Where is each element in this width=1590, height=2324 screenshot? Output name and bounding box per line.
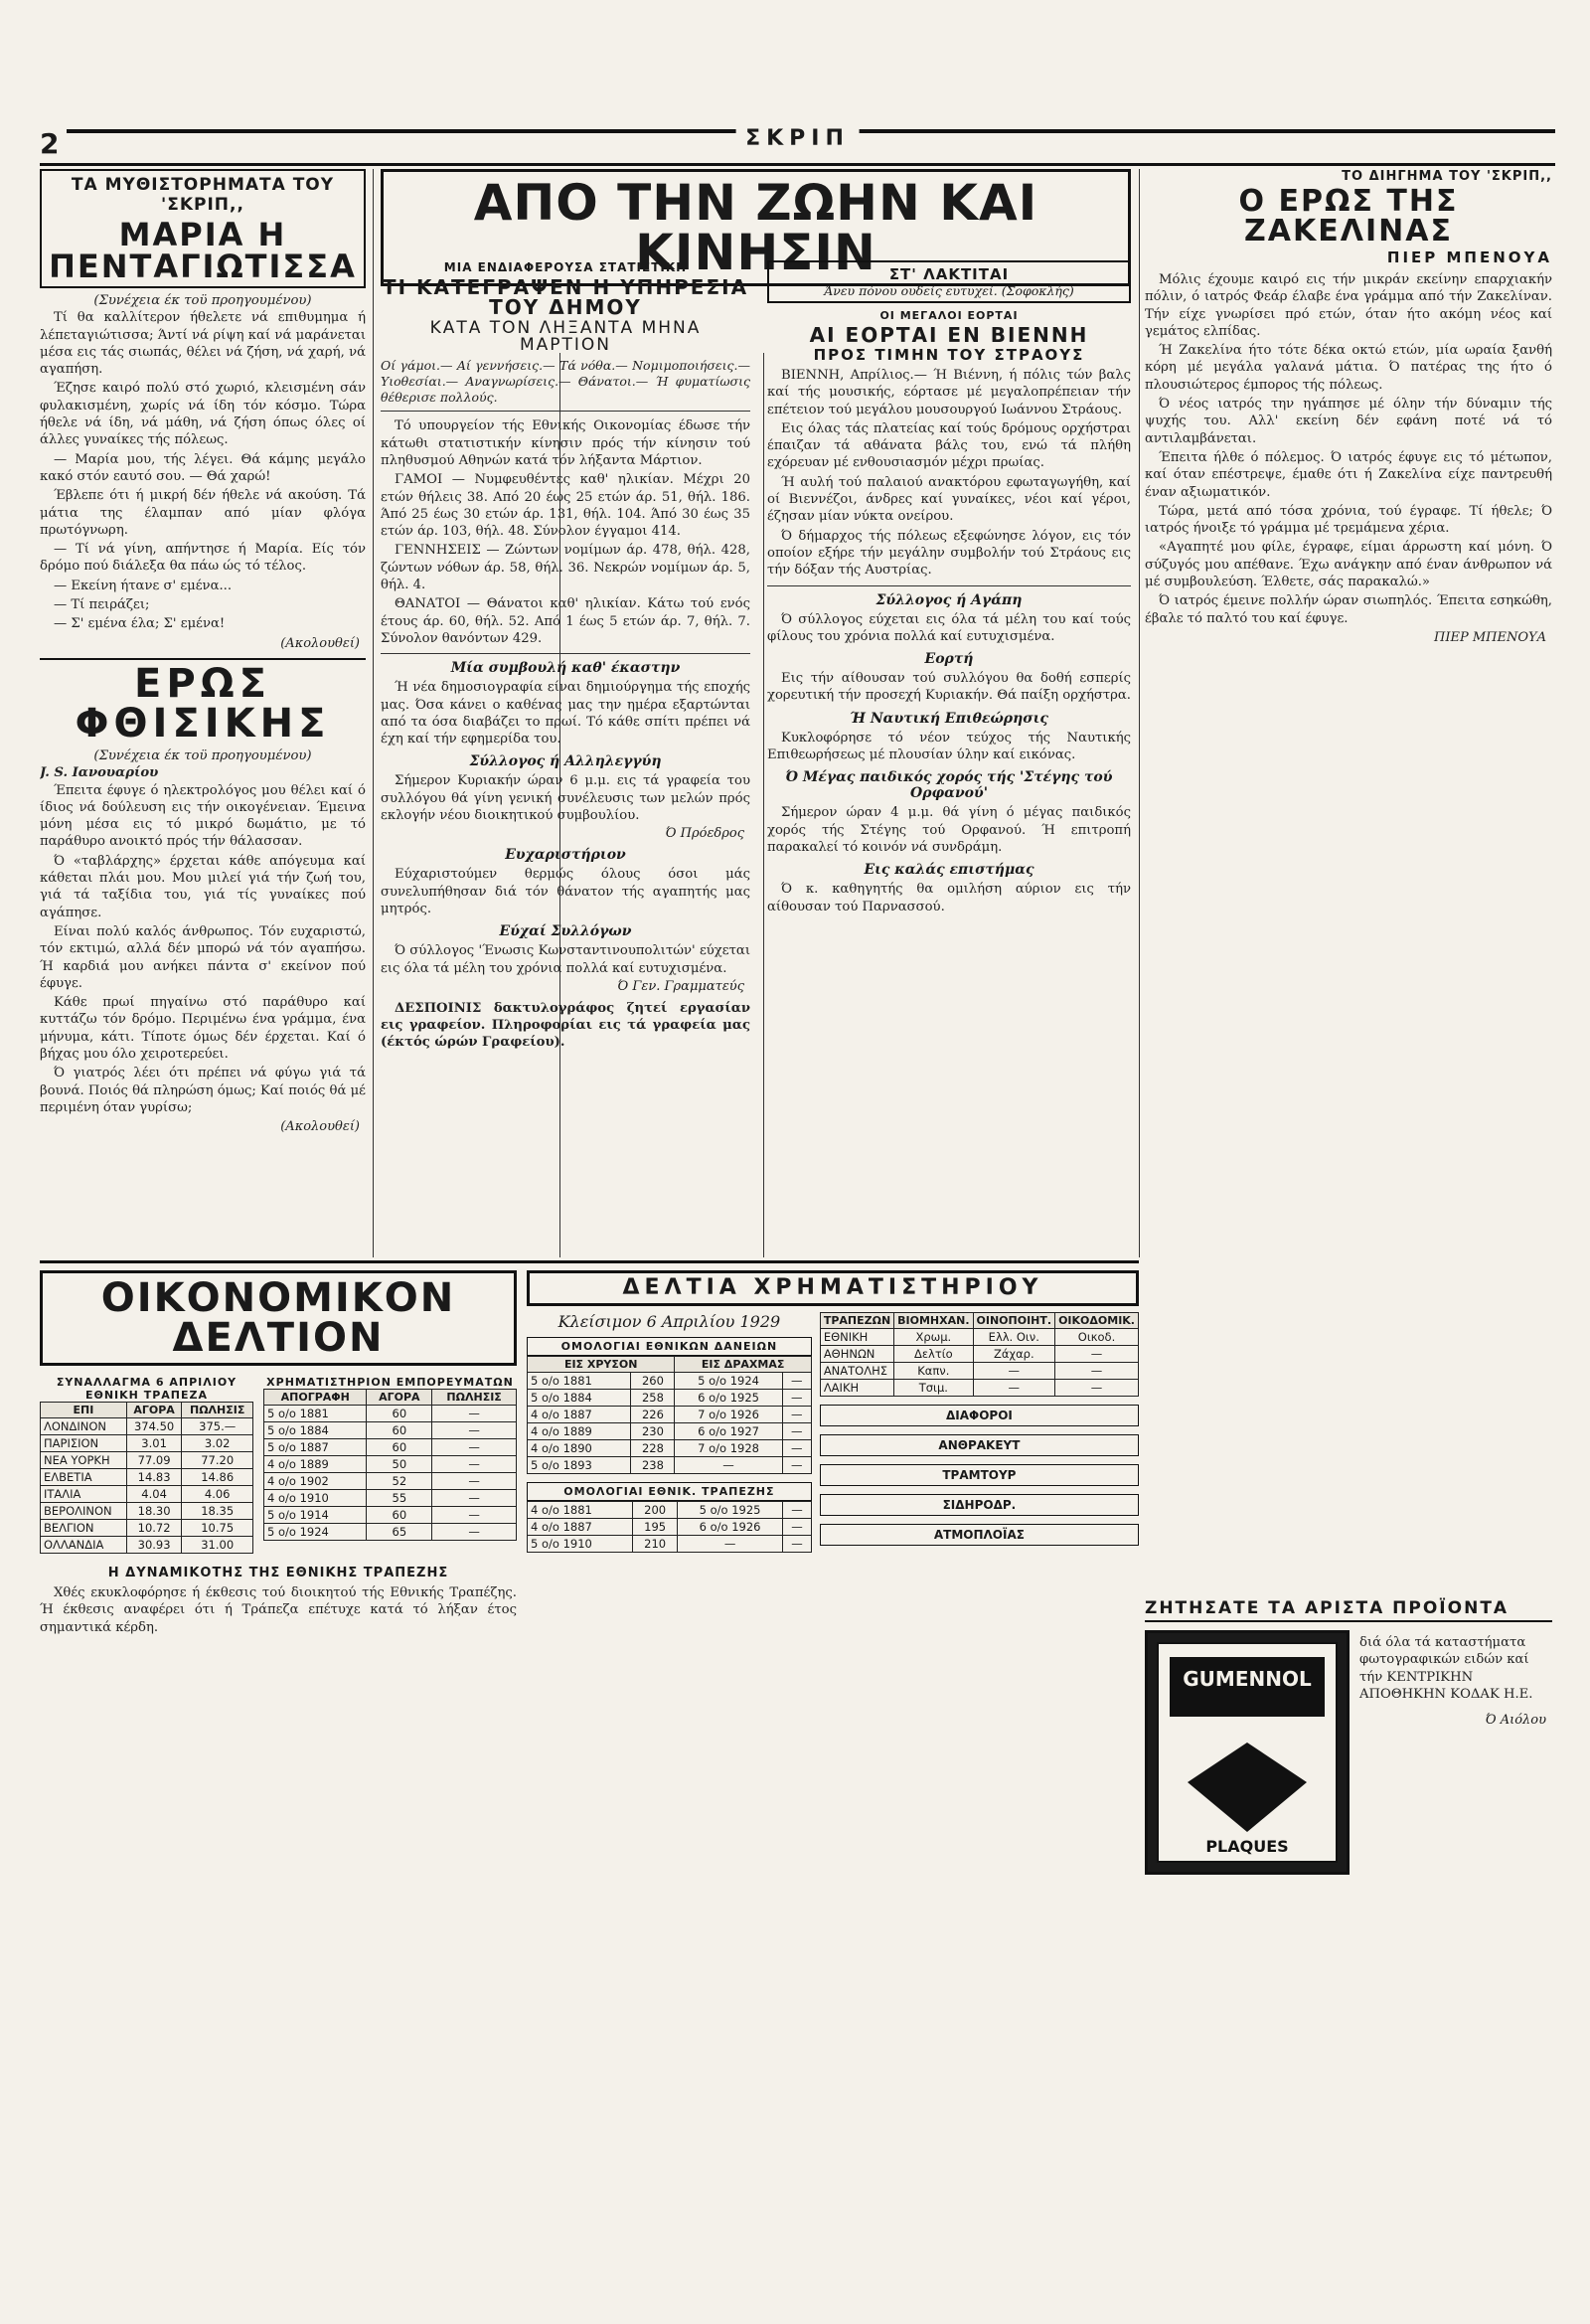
table-cell: 5 ο/ο 1924 [264,1524,367,1541]
feast-paragraph: Εις τήν αίθουσαν τού συλλόγου θα δοθή εσπερίς χορευτική τήν προσεχή Κυριακήν. Θά παίξη ορχήστρα. [767,671,1131,704]
ad-headline: ΖΗΤΗΣΑΤΕ ΤΑ ΑΡΙΣΤΑ ΠΡΟΪΟΝΤΑ [1145,1600,1552,1622]
table-cell: 14.86 [182,1469,253,1486]
table-cell: 55 [367,1490,432,1507]
bonds-table [263,1389,517,1541]
table-cell: 50 [367,1456,432,1473]
short-story-title: Ο ΕΡΩΣ ΤΗΣ ΖΑΚΕΛΙΝΑΣ [1238,184,1459,249]
table-cell: 60 [367,1507,432,1524]
novel-paragraph: — Μαρία μου, τής λέγει. Θά κάμης μεγάλο κακό στόν εαυτό σου. — Θά χαρώ! [40,451,366,484]
table-cell: 3.01 [126,1435,182,1452]
stats-paragraph: ΓΕΝΝΗΣΕΙΣ — Ζώντων νομίμων άρ. 478, θήλ. 428, ζώντων νόθων άρ. 58, θήλ. 36. Νεκρών νομίμων άρ. 5, θήλ. 4. [381,543,750,593]
table-cell: ΠΑΡΙΣΙΟΝ [41,1435,127,1452]
table-cell: — [783,1519,812,1536]
table-cell: ΙΤΑΛΙΑ [41,1486,127,1503]
table-row [41,1435,253,1452]
table-cell: 4 ο/ο 1890 [528,1440,631,1457]
table-cell: 4 ο/ο 1889 [264,1456,367,1473]
story-author: J. S. Ιανουαρίου [40,765,159,781]
short-story-sign: ΠΙΕΡ ΜΠΕΝΟΥΑ [1434,629,1546,645]
table-cell: 374.50 [126,1418,182,1435]
novel-continuation: (Συνέχεια έκ τοϋ προηγουμένου) [93,293,312,308]
table-cell: 30.93 [126,1537,182,1554]
bonds-box [263,1376,517,1554]
table-cell: 5 ο/ο 1881 [264,1406,367,1422]
naval-head: Ή Ναυτική Επιθεώρησις [850,710,1048,727]
life-banner: ΑΠΟ ΤΗΝ ΖΩΗΝ ΚΑΙ ΚΙΝΗΣΙΝ [473,174,1038,281]
table-cell: 10.75 [182,1520,253,1537]
ad-text: διά όλα τά καταστήματα φωτογραφικών ειδών καί τήν ΚΕΝΤΡΙΚΗΝ ΑΠΟΘΗΚΗΝ ΚΟΔΑΚ Η.Ε. [1359,1635,1533,1702]
table-cell: 195 [633,1519,678,1536]
vienna-subhead: ΠΡΟΣ ΤΙΜΗΝ ΤΟΥ ΣΤΡΑΟΥΣ [813,346,1085,364]
society-paragraph: Σήμερον Κυριακήν ώραν 6 μ.μ. εις τά γραφεία του συλλόγου θά γίνη γενική συνέλευσις των μελών πρός εκλογήν νέου διοικητικού συμβουλίου. [381,773,750,824]
table-cell: Χρωμ. [894,1329,973,1346]
table-cell: — [432,1524,517,1541]
thanks-paragraph: Εύχαριστούμεν θερμώς όλους όσοι μάς συνελυπήθησαν διά τόν θάνατον τής αγαπητής μας μητρός. [381,867,750,916]
stats-paragraph: ΘΑΝΑΤΟΙ — Θάνατοι καθ' ηλικίαν. Κάτω τού ενός έτους άρ. 60, θήλ. 52. Από 1 έως 5 ετών άρ. 7, θήλ. 7. Σύνολον θανόντων 429. [381,596,750,646]
table-cell: — [432,1490,517,1507]
advice-text [381,679,750,747]
exchange-box [40,1376,253,1554]
table-cell: — [432,1439,517,1456]
table-cell: 230 [631,1423,675,1440]
stats-head: ΤΙ ΚΑΤΕΓΡΑΨΕΝ Η ΥΠΗΡΕΣΙΑ ΤΟΥ ΔΗΜΟΥ [382,275,749,319]
share-category-label: ΑΝΘΡΑΚΕΥΤ [820,1434,1139,1456]
wishes-paragraph: Ό σύλλογος 'Ένωσις Κωνσταντινουπολιτών' εύχεται εις όλα τά μέλη του χρόνια πολλά καί ευτυχισμένα. [381,943,750,976]
table-cell: — [973,1363,1055,1380]
table-row [41,1418,253,1435]
ad-body [1145,1630,1552,1875]
table-row [528,1502,812,1519]
exchange-table [40,1402,253,1554]
advice-paragraph: Ή νέα δημοσιογραφία είναι δημιούργημα τής εποχής μας. Όσα κάνει ο καθένας μας την ημέρα εξαρτώνται από τα όσα διαβάζει το πρωί. Τό κάθε σπίτι πρέπει νά έχη καί τήν εφημερίδα του. [381,680,750,747]
table-header-cell: ΟΙΝΟΠΟΙΗΤ. [973,1313,1055,1329]
feast-head: Εορτή [924,651,974,668]
table-cell: 77.20 [182,1452,253,1469]
table-cell: ΝΕΑ ΥΟΡΚΗ [41,1452,127,1469]
story-paragraph: Έπειτα έφυγε ό ηλεκτρολόγος μου θέλει καί ό ίδιος νά δούλευση εις τήν οικογένειαν. Έμεινα μόνη μέσα εις τό μικρό δωμάτιο, με τό παράθυρο ανοικτό πρός τήν θάλασσαν. [40,782,366,850]
table-header-cell: ΑΓΟΡΑ [126,1403,182,1418]
short-story-paragraph: Μόλις έχουμε καιρό εις τήν μικράν εκείνην επαρχιακήν πόλιν, ό ιατρός Φεάρ έλαβε ένα γράμμα από τήν Ζακελίναν. Τήν είχε γνωρίσει πρό ετών, όταν ήτο ακόμη νέος καί γεμάτος ελπίδας. [1145,272,1552,339]
vienna-paragraph: Ή αυλή τού παλαιού ανακτόρου εφωταγωγήθη, καί οί Βιεννέζοι, άνδρες καί γυναίκες, νέοι καί γέροι, έζησαν μίαν νύκτα ονείρου. [767,474,1131,525]
agape-paragraph: Ό σύλλογος εύχεται εις όλα τά μέλη του καί τούς φίλους του χρόνια πολλά καί ευτυχισμένα. [767,611,1131,644]
gold-header: ΕΙΣ ΧΡΥΣΟΝ [528,1357,675,1373]
bank-note-paragraph: Χθές εκυκλοφόρησε ή έκθεσις τού διοικητού τής Εθνικής Τραπέζης. Ή έκθεσις αναφέρει ότι ή Τράπεζα επέτυχε κατά τό λήξαν έτος σημαντικά κέρδη. [40,1585,517,1635]
page-number: 2 [40,127,67,160]
naval-text [767,730,1131,764]
table-cell: 10.72 [126,1520,182,1537]
agape-head: Σύλλογος ή Αγάπη [875,591,1023,608]
story-text [40,747,366,1136]
table-row [528,1440,812,1457]
table-row [264,1490,517,1507]
table-cell: — [1055,1380,1139,1397]
stock-banner: ΔΕΛΤΙΑ ΧΡΗΜΑΤΙΣΤΗΡΙΟΥ [622,1275,1043,1300]
table-row [528,1457,812,1474]
table-header-cell: ΒΙΟΜΗΧΑΝ. [894,1313,973,1329]
table-cell: — [432,1456,517,1473]
sciences-head: Εις καλάς επιστήμας [864,862,1034,879]
table-row [264,1473,517,1490]
short-story-paragraph: «Αγαπητέ μου φίλε, έγραφε, είμαι άρρωστη καί μόνη. Ό σύζυγός μου απέθανε. Έχω ανάγκην από έναν άνθρωπον νά μέ συμβουλεύση. Έλθετε, σάς παρακαλώ.» [1145,540,1552,590]
ad-sign: Ό Αιόλου [1485,1713,1546,1729]
novel-closing: (Ακολουθεί) [280,635,360,651]
table-header-cell: ΕΠΙ [41,1403,127,1418]
short-story-text [1145,271,1552,646]
table-cell: 4 ο/ο 1887 [528,1407,631,1423]
orphan-dance-text [767,804,1131,856]
table-cell: 5 ο/ο 1910 [528,1536,633,1553]
table-row [820,1346,1138,1363]
stats-paragraph: ΓΑΜΟΙ — Νυμφευθέντες καθ' ηλικίαν. Μέχρι 20 ετών θήλεις 38. Από 20 έως 25 ετών άρ. 51, θήλ. 186. Άπό 25 έως 30 ετών άρ. 131, θήλ. 104. Άπό 30 έως 35 ετών άρ. 103, θήλ. 48. Σύνολον έγγαμοι 414. [381,472,750,540]
column-rule [763,353,764,1257]
quote-box-text: Άνευ πόνου ουδείς ευτυχεί. (Σοφοκλής) [824,283,1074,298]
table-cell: ΑΝΑΤΟΛΗΣ [820,1363,893,1380]
novel-kicker: ΤΑ ΜΥΘΙΣΤΟΡΗΜΑΤΑ ΤΟΥ 'ΣΚΡΙΠ,, [71,175,335,215]
table-cell: 5 ο/ο 1881 [528,1373,631,1390]
table-row [528,1390,812,1407]
table-row [820,1380,1138,1397]
orphan-dance-paragraph: Σήμερον ώραν 4 μ.μ. θά γίνη ό μέγας παιδικός χορός τής Στέγης τού Ορφανού. Ή επιτροπή παρακαλεί τό κοινόν νά συνδράμη. [767,805,1131,855]
table-cell: 4 ο/ο 1889 [528,1423,631,1440]
table-cell: 238 [631,1457,675,1474]
table-cell: ΟΛΛΑΝΔΙΑ [41,1537,127,1554]
society-head: Σύλλογος ή Αλληλεγγύη [469,753,662,770]
short-story-kicker: ΤΟ ΔΙΗΓΗΜΑ ΤΟΥ 'ΣΚΡΙΠ,, [1342,169,1552,184]
table-cell: 65 [367,1524,432,1541]
table-cell: 18.35 [182,1503,253,1520]
classified-notice [381,1000,750,1052]
drachma-header: ΕΙΣ ΔΡΑΧΜΑΣ [675,1357,811,1373]
table-cell: — [1055,1346,1139,1363]
wishes-head: Εύχαί Συλλόγων [499,923,632,940]
table-cell: 4.04 [126,1486,182,1503]
table-cell: 210 [633,1536,678,1553]
vienna-head: ΑΙ ΕΟΡΤΑΙ ΕΝ ΒΙΕΝΝΗ [809,323,1089,347]
table-cell: 6 ο/ο 1925 [675,1390,782,1407]
table-cell: 60 [367,1406,432,1422]
ad-product-image [1145,1630,1350,1875]
bank-bonds-title: ΟΜΟΛΟΓΙΑΙ ΕΘΝΙΚ. ΤΡΑΠΕΖΗΣ [527,1482,812,1501]
society-sign: Ό Πρόεδρος [665,826,744,842]
story-paragraph: Κάθε πρωί πηγαίνω στό παράθυρο καί κυττάζω τόν δρόμο. Περιμένω ένα γράμμα, ένα μήνυμα, κάτι. Τίποτε όμως δέν έρχεται. Καί ό βήχας μου όλο χειροτερεύει. [40,995,366,1062]
stock-date: Κλείσιμον 6 Απριλίου 1929 [557,1312,781,1331]
table-row [528,1423,812,1440]
table-cell: 4 ο/ο 1902 [264,1473,367,1490]
table-cell: 4.06 [182,1486,253,1503]
table-cell: — [432,1473,517,1490]
table-header-cell: ΠΩΛΗΣΙΣ [432,1390,517,1406]
story-header [40,658,366,747]
financial-banner-box [40,1270,517,1366]
ad-brand: GUMENNOL [1183,1667,1312,1691]
table-cell: 258 [631,1390,675,1407]
stock-banner-box [527,1270,1139,1306]
table-cell: 31.00 [182,1537,253,1554]
vienna-paragraph: ΒΙΕΝΝΗ, Απρίλιος.— Ή Βιέννη, ή πόλις τών βαλς καί τής μουσικής, εόρτασε μέ μεγαλοπρέπειαν τήν επέτειον τού μεγάλου μουσουργού Ιωάννου Στράους. [767,368,1131,417]
table-cell: Τσιμ. [894,1380,973,1397]
column-rule [373,169,374,1257]
table-cell: — [432,1422,517,1439]
classified-paragraph: ΔΕΣΠΟΙΝΙΣ δακτυλογράφος ζητεί εργασίαν εις γραφείον. Πληροφορίαι εις τά γραφεία μας (έκτός ώρών Γραφείου). [381,1000,750,1051]
thanks-text [381,866,750,917]
table-row [41,1452,253,1469]
table-row [264,1456,517,1473]
orphan-dance-head: Ό Μέγας παιδικός χορός τής 'Στέγης τού Ορφανού' [785,769,1113,802]
table-row [264,1422,517,1439]
bank-bonds-table [527,1501,812,1553]
bank-note-title: Η ΔΥΝΑΜΙΚΟΤΗΣ ΤΗΣ ΕΘΝΙΚΗΣ ΤΡΑΠΕΖΗΣ [107,1566,449,1580]
table-row [820,1329,1138,1346]
separator [381,411,750,412]
stock-exchange-bulletin [527,1270,1139,2165]
table-header-cell: ΠΩΛΗΣΙΣ [182,1403,253,1418]
vienna-kicker: ΟΙ ΜΕΓΑΛΟΙ ΕΟΡΤΑΙ [879,309,1019,322]
table-cell: 52 [367,1473,432,1490]
table-cell: 7 ο/ο 1926 [675,1407,782,1423]
bank-note-text [40,1584,517,1636]
table-cell: — [1055,1363,1139,1380]
table-cell: 375.— [182,1418,253,1435]
paper-name: ΣΚΡΙΠ [735,126,860,151]
table-cell: 60 [367,1422,432,1439]
table-cell: — [973,1380,1055,1397]
table-header-cell: ΤΡΑΠΕΖΩΝ [820,1313,893,1329]
share-category-label: ΔΙΑΦΟΡΟΙ [820,1405,1139,1426]
stats-text [381,417,750,647]
story-paragraph: Είναι πολύ καλός άνθρωπος. Τόν ευχαριστώ, τόν εκτιμώ, αλλά δέν μπορώ νά τόν αγαπήσω. Ή καρδιά μου ανήκει πάντα σ' εκείνον πού έφυγε. [40,923,366,991]
table-row [41,1469,253,1486]
table-cell: 5 ο/ο 1884 [528,1390,631,1407]
table-cell: — [783,1502,812,1519]
story-paragraph: Ό «ταβλάρχης» έρχεται κάθε απόγευμα καί κάθεται πλάι μου. Μου μιλεί γιά τήν ζωή του, γιά τά ταξίδια του, γιά τίς γυναίκες πού αγάπησε. [40,853,366,920]
table-cell: 228 [631,1440,675,1457]
table-cell: 4 ο/ο 1910 [264,1490,367,1507]
advice-head: Μία συμβουλή καθ' έκαστην [450,660,681,677]
sciences-text [767,881,1131,915]
short-story-paragraph: Έπειτα ήλθε ό πόλεμος. Ό ιατρός έφυγε εις τό μέτωπον, καί όταν επέστρεψε, έμαθε ότι ή Ζακελίνα είχε παντρευθή έναν αξιωματικόν. [1145,449,1552,500]
table-cell: 5 ο/ο 1925 [677,1502,782,1519]
financial-banner: ΟΙΚΟΝΟΜΙΚΟΝ ΔΕΛΤΙΟΝ [100,1275,456,1361]
table-cell: 5 ο/ο 1893 [528,1457,631,1474]
short-story-paragraph: Ό νέος ιατρός την ηγάπησε μέ όλην τήν δύναμιν τής ψυχής του. Αλλ' εκείνη δέν εφάνη ποτέ νά τό αντιλαμβάνεται. [1145,397,1552,446]
table-cell: 77.09 [126,1452,182,1469]
column-rule [1139,169,1140,1257]
separator [381,653,750,654]
table-header-cell: ΟΙΚΟΔΟΜΙΚ. [1055,1313,1139,1329]
table-cell: Καπν. [894,1363,973,1380]
national-bonds-title: ΟΜΟΛΟΓΙΑΙ ΕΘΝΙΚΩΝ ΔΑΝΕΙΩΝ [527,1337,812,1356]
table-cell: 14.83 [126,1469,182,1486]
table-header-cell: ΑΠΟΓΡΑΦΗ [264,1390,367,1406]
short-story-paragraph: Ό ιατρός έμεινε πολλήν ώραν σιωπηλός. Έπειτα εσηκώθη, έβαλε τό παλτό του καί έφυγε. [1145,593,1552,626]
separator [767,585,1131,586]
story-continuation: (Συνέχεια έκ τοϋ προηγουμένου) [93,747,312,763]
table-cell: — [675,1457,782,1474]
table-cell: — [432,1406,517,1422]
table-row [41,1503,253,1520]
short-story-paragraph: Τώρα, μετά από τόσα χρόνια, τού έγραφε. Τί ήθελε; Ό ιατρός ήνοιξε τό γράμμα μέ τρεμάμενα χέρια. [1145,503,1552,537]
bonds-title: ΧΡΗΜΑΤΙΣΤΗΡΙΟΝ ΕΜΠΟΡΕΥΜΑΤΩΝ [266,1376,514,1389]
table-header-cell: ΑΓΟΡΑ [367,1390,432,1406]
stats-subhead: ΚΑΤΑ ΤΟΝ ΛΗΞΑΝΤΑ ΜΗΝΑ ΜΑΡΤΙΟΝ [429,318,702,355]
table-cell: — [782,1407,811,1423]
table-cell: ΕΘΝΙΚΗ [820,1329,893,1346]
short-story-column [1145,169,1552,2296]
table-cell: 226 [631,1407,675,1423]
table-row [528,1519,812,1536]
novel-column [40,169,366,1257]
wishes-sign: Ό Γεν. Γραμματεύς [617,978,744,994]
table-cell: — [677,1536,782,1553]
wishes-text [381,942,750,977]
table-cell: — [782,1373,811,1390]
table-row [264,1406,517,1422]
table-cell: Ζάχαρ. [973,1346,1055,1363]
table-row [820,1363,1138,1380]
table-cell: — [782,1423,811,1440]
table-row [264,1507,517,1524]
vienna-text [767,367,1131,580]
national-bonds-table [527,1356,812,1474]
quote-box-title: ΣΤ' ΛΑΚΤΙΤΑΙ [888,265,1010,283]
novel-dialogue: — Τί πειράζει; [54,597,150,613]
table-cell: — [782,1457,811,1474]
table-cell: 60 [367,1439,432,1456]
share-category-label: ΣΙΔΗΡΟΔΡ. [820,1494,1139,1516]
novel-paragraph: — Τί νά γίνη, απήντησε ή Μαρία. Είς τόν δρόμο πού διάλεξα θα πάω ώς τό τέλος. [40,542,366,575]
table-cell: 6 ο/ο 1926 [677,1519,782,1536]
financial-tables [40,1376,517,1554]
share-category-labels [820,1405,1139,1546]
table-row [528,1373,812,1390]
table-cell: 4 ο/ο 1881 [528,1502,633,1519]
stock-bonds [527,1312,812,1553]
share-category-label: ΑΤΜΟΠΛΟΪΑΣ [820,1524,1139,1546]
table-cell: 3.02 [182,1435,253,1452]
novel-text [40,292,366,652]
table-row [264,1524,517,1541]
table-cell: 6 ο/ο 1927 [675,1423,782,1440]
short-story-author: ΠΙΕΡ ΜΠΕΝΟΥΑ [1386,249,1552,266]
vienna-column [767,260,1131,1257]
novel-paragraph: Έβλεπε ότι ή μικρή δέν ήθελε νά ακούση. Τά μάτια της έλαμπαν από μίαν φλόγα πρωτόγνωρη. [40,488,366,538]
table-cell: ΛΑΙΚΗ [820,1380,893,1397]
section-divider [40,1260,1139,1263]
agape-text [767,611,1131,646]
table-cell: Δελτίο [894,1346,973,1363]
quote-box [767,260,1131,303]
table-row [528,1407,812,1423]
table-cell: — [782,1390,811,1407]
table-cell: — [783,1536,812,1553]
vienna-paragraph: Εις όλας τάς πλατείας καί τούς δρόμους ορχήστραι έπαιζαν τά αθάνατα βάλς του, ενώ τά πλήθη εχόρευαν μέ ενθουσιασμόν μέχρι πρωίας. [767,420,1131,471]
short-story-paragraph: Ή Ζακελίνα ήτο τότε δέκα οκτώ ετών, μία ωραία ξανθή κόρη μέ μεγάλα γαλανά μάτια. Ό πατέρας της ήτο ό πλουσιώτερος έμπορος τής πόλεως. [1145,343,1552,393]
exchange-title: ΣΥΝΑΛΛΑΓΜΑ 6 ΑΠΡΙΛΙΟΥ ΕΘΝΙΚΗ ΤΡΑΠΕΖΑ [56,1376,238,1402]
table-cell: ΑΘΗΝΩΝ [820,1346,893,1363]
ad-product: PLAQUES [1205,1837,1289,1856]
table-row [41,1486,253,1503]
table-cell: 5 ο/ο 1924 [675,1373,782,1390]
vienna-paragraph: Ό δήμαρχος τής πόλεως εξεφώνησε λόγον, εις τόν οποίον εξήρε τήν μεγάλην συμβολήν τού Στράους εις τήν δόξαν τής Αυστρίας. [767,528,1131,579]
stock-shares [820,1312,1139,1553]
table-cell: Οικοδ. [1055,1329,1139,1346]
table-cell: 5 ο/ο 1884 [264,1422,367,1439]
ad-copy [1359,1630,1552,1875]
novel-header [40,169,366,288]
naval-paragraph: Κυκλοφόρησε τό νέον τεύχος τής Ναυτικής Επιθεωρήσεως μέ πλουσίαν ύλην καί εικόνας. [767,730,1131,763]
table-cell: ΒΕΡΟΛΙΝΟΝ [41,1503,127,1520]
table-row [41,1537,253,1554]
stats-kicker: ΜΙΑ ΕΝΔΙΑΦΕΡΟΥΣΑ ΣΤΑΤΙΣΤΙΚΗ [443,260,688,274]
table-row [528,1536,812,1553]
table-row [264,1439,517,1456]
financial-bulletin [40,1270,517,2165]
table-cell: — [432,1507,517,1524]
story-title: ΕΡΩΣ ΦΘΙΣΙΚΗΣ [75,660,331,747]
table-cell: 4 ο/ο 1887 [528,1519,633,1536]
share-category-label: ΤΡΑΜΤΟΥΡ [820,1464,1139,1486]
table-cell: ΕΛΒΕΤΙΑ [41,1469,127,1486]
advertisement [1145,1600,1552,1875]
novel-title: ΜΑΡΙΑ Η ΠΕΝΤΑΓΙΩΤΙΣΣΑ [49,216,357,285]
table-cell: 18.30 [126,1503,182,1520]
statistics-column [381,260,750,1257]
story-closing: (Ακολουθεί) [280,1119,360,1135]
stock-content [527,1312,1139,1553]
masthead [40,126,1555,166]
novel-dialogue: — Εκείνη ήτανε σ' εμένα... [54,578,233,593]
novel-dialogue: — Σ' εμένα έλα; Σ' εμένα! [54,616,226,632]
table-cell: Ελλ. Οιν. [973,1329,1055,1346]
table-row [41,1520,253,1537]
table-cell: ΛΟΝΔΙΝΟΝ [41,1418,127,1435]
stats-lede: Οί γάμοι.— Αί γεννήσεις.— Τά νόθα.— Νομιμοποιήσεις.— Υιοθεσίαι.— Αναγνωρίσεις.— Θάνατοι.— Ή φυματίωσις θέθερισε πολλούς. [381,358,750,405]
shares-table [820,1312,1139,1397]
table-cell: ΒΕΛΓΙΟΝ [41,1520,127,1537]
table-cell: 5 ο/ο 1914 [264,1507,367,1524]
table-cell: 200 [633,1502,678,1519]
table-cell: 5 ο/ο 1887 [264,1439,367,1456]
society-text [381,772,750,824]
novel-paragraph: Έζησε καιρό πολύ στό χωριό, κλεισμένη σάν φυλακισμένη, χωρίς νά ίδη τόν κόσμο. Τώρα ήθελε νά ίδη, νά μάθη, νά ζήση όπως όλες οί άλλες γυναίκες τής πόλεως. [40,381,366,448]
stats-paragraph: Τό υπουργείον τής Εθνικής Οικονομίας έδωσε τήν κάτωθι στατιστικήν κίνησιν πρός τήν κίνησιν τού πληθυσμού Αθηνών κατά τόν λήξαντα Μάρτιον. [381,418,750,468]
table-cell: 260 [631,1373,675,1390]
novel-paragraph: Τί θα καλλίτερον ήθελετε νά επιθυμημα ή λέπεταγιώτισσα; Άντί νά ρίψη καί νά μαράνεται μέσα εις τάς σιωπάς, θέλει νά ζήση, νά χαρή, νά αγαπήση. [40,310,366,378]
table-cell: — [782,1440,811,1457]
table-cell: 7 ο/ο 1928 [675,1440,782,1457]
story-paragraph: Ό γιατρός λέει ότι πρέπει νά φύγω γιά τά βουνά. Ποιός θά πληρώση όμως; Καί ποιός θά μέ περιμένη όταν γυρίσω; [40,1066,366,1115]
thanks-head: Ευχαριστήριον [505,847,626,864]
sciences-paragraph: Ό κ. καθηγητής θα ομιλήση αύριον εις τήν αίθουσαν τού Παρνασσού. [767,882,1131,914]
feast-text [767,670,1131,705]
